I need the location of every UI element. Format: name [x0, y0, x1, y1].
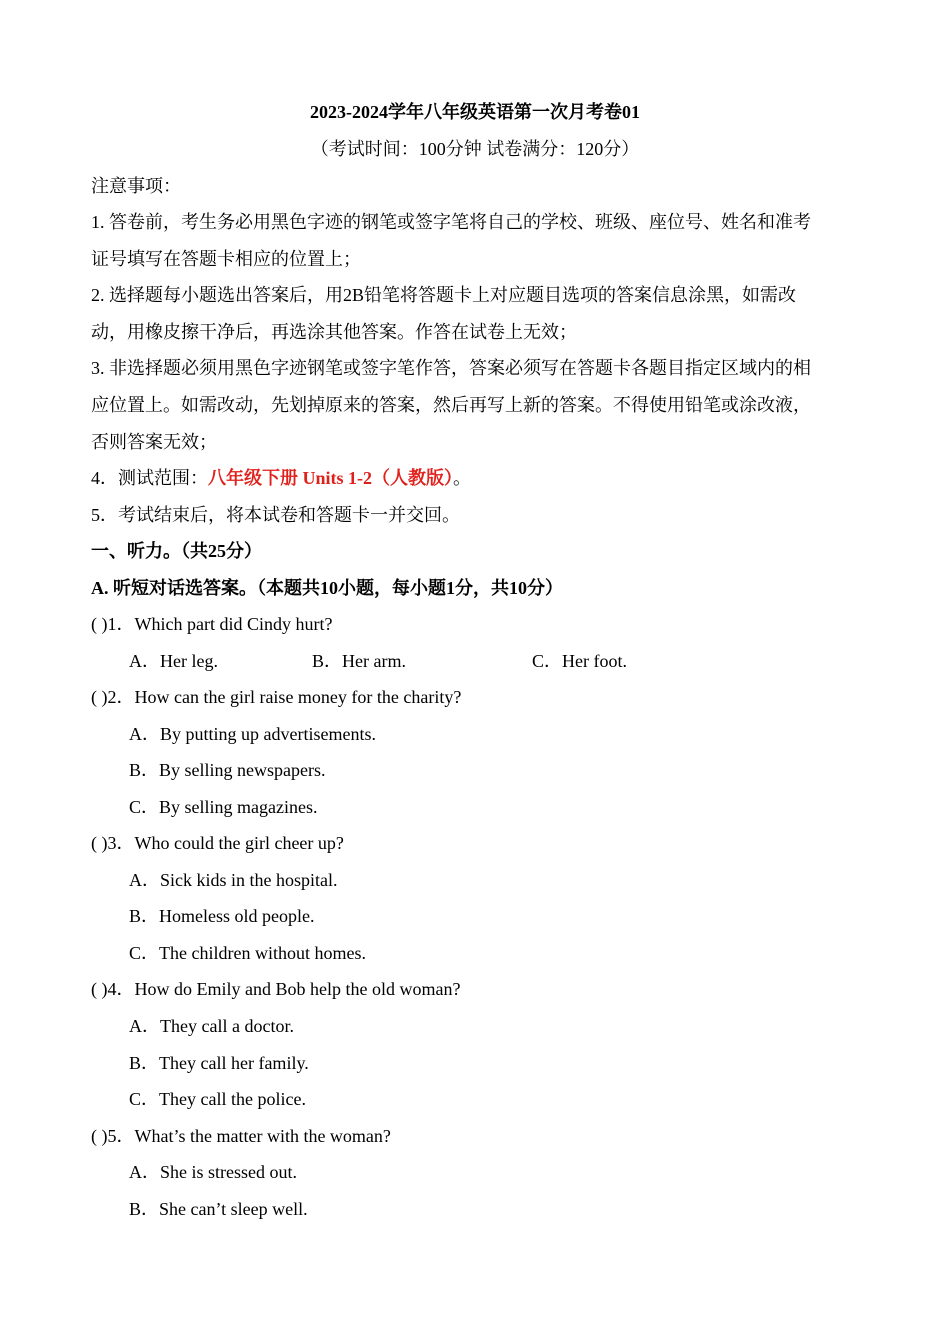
question-5-stem: ( )5．What’s the matter with the woman? [91, 1126, 391, 1146]
notice-2a: 2. 选择题每小题选出答案后，用2B铅笔将答题卡上对应题目选项的答案信息涂黑，如需改 [91, 285, 797, 305]
notice-heading: 注意事项： [91, 176, 181, 196]
notice-1b: 证号填写在答题卡相应的位置上； [91, 249, 361, 269]
question-1-option-c: C．Her foot. [532, 651, 627, 671]
notice-4-prefix: 4．测试范围： [91, 468, 208, 488]
notice-3c: 否则答案无效； [91, 432, 217, 452]
question-2-option-a: A．By putting up advertisements. [129, 724, 376, 744]
question-1-stem: ( )1．Which part did Cindy hurt? [91, 614, 333, 634]
question-5-option-a: A．She is stressed out. [129, 1162, 297, 1182]
notice-2b: 动，用橡皮擦干净后，再选涂其他答案。作答在试卷上无效； [91, 322, 577, 342]
exam-subtitle: （考试时间：100分钟 试卷满分：120分） [310, 139, 640, 159]
question-4-option-c: C．They call the police. [129, 1089, 306, 1109]
notice-1a: 1. 答卷前，考生务必用黑色字迹的钢笔或签字笔将自己的学校、班级、座位号、姓名和准考 [91, 212, 811, 232]
question-2-option-b: B．By selling newspapers. [129, 760, 326, 780]
notice-5: 5．考试结束后，将本试卷和答题卡一并交回。 [91, 505, 460, 525]
question-3-option-a: A．Sick kids in the hospital. [129, 870, 338, 890]
question-4-stem: ( )4．How do Emily and Bob help the old woman? [91, 979, 461, 999]
question-1-option-a: A．Her leg. [129, 651, 218, 671]
section-listening-heading: 一、听力。（共25分） [91, 541, 262, 561]
question-3-stem: ( )3．Who could the girl cheer up? [91, 833, 344, 853]
exam-title: 2023-2024学年八年级英语第一次月考卷01 [310, 102, 640, 122]
notice-4 [91, 466, 471, 490]
question-4-option-b: B．They call her family. [129, 1053, 309, 1073]
notice-3b: 应位置上。如需改动，先划掉原来的答案，然后再写上新的答案。不得使用铅笔或涂改液， [91, 395, 811, 415]
question-2-option-c: C．By selling magazines. [129, 797, 318, 817]
notice-3a: 3. 非选择题必须用黑色字迹钢笔或签字笔作答，答案必须写在答题卡各题目指定区域内的相 [91, 358, 811, 378]
question-4-option-a: A．They call a doctor. [129, 1016, 294, 1036]
notice-4-suffix: 。 [453, 468, 472, 488]
question-1-option-b: B．Her arm. [312, 651, 406, 671]
test-scope: 八年级下册 Units 1-2（人教版） [208, 468, 454, 488]
question-5-option-b: B．She can’t sleep well. [129, 1199, 308, 1219]
question-3-option-c: C．The children without homes. [129, 943, 366, 963]
question-2-stem: ( )2．How can the girl raise money for the charity? [91, 687, 462, 707]
section-a-heading: A. 听短对话选答案。（本题共10小题，每小题1分，共10分） [91, 578, 563, 598]
question-3-option-b: B．Homeless old people. [129, 906, 315, 926]
